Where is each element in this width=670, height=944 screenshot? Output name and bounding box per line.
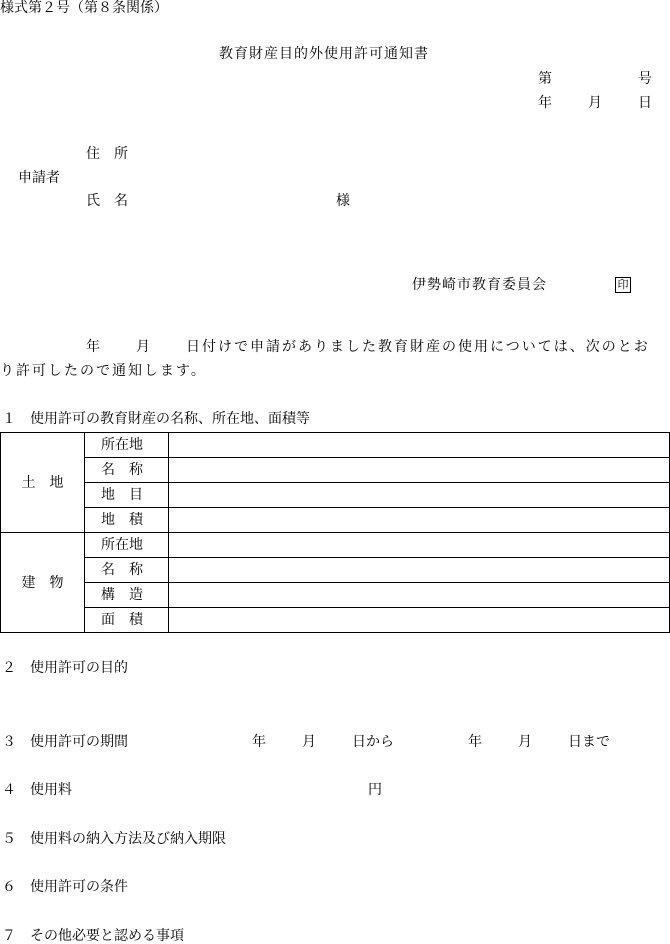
land-field-location: 所在地	[85, 433, 169, 458]
building-name-value	[169, 558, 670, 583]
date-month: 月	[588, 95, 602, 111]
building-group-label: 建 物	[1, 533, 85, 633]
table-row	[1, 558, 670, 583]
section1-title: １ 使用許可の教育財産の名称、所在地、面積等	[2, 411, 310, 427]
building-location-value	[169, 533, 670, 558]
section5-title: ５ 使用料の納入方法及び納入期限	[2, 831, 226, 847]
property-table	[0, 432, 670, 633]
building-field-structure: 構 造	[85, 583, 169, 608]
period-end-to: 日まで	[568, 734, 610, 750]
table-row	[1, 433, 670, 458]
issuer-name: 伊勢崎市教育委員会	[412, 277, 547, 293]
doc-number-prefix: 第	[538, 71, 552, 87]
section7-title: ７ その他必要と認める事項	[2, 928, 184, 944]
applicant-label: 申請者	[18, 170, 60, 186]
body-line2: り許可したので通知します。	[0, 363, 207, 379]
fee-unit: 円	[368, 782, 382, 798]
building-field-name: 名 称	[85, 558, 169, 583]
doc-number-suffix: 号	[638, 71, 652, 87]
body-year: 年	[86, 339, 100, 355]
building-field-location: 所在地	[85, 533, 169, 558]
table-row	[1, 533, 670, 558]
table-row	[1, 508, 670, 533]
land-location-value	[169, 433, 670, 458]
table-row	[1, 583, 670, 608]
period-end-year: 年	[468, 734, 482, 750]
body-line1: 日付けで申請がありました教育財産の使用については、次のとお	[186, 339, 650, 355]
body-month: 月	[136, 339, 150, 355]
land-name-value	[169, 458, 670, 483]
section2-title: ２ 使用許可の目的	[2, 660, 128, 676]
seal-mark: 印	[615, 277, 631, 293]
period-start-year: 年	[252, 734, 266, 750]
table-row	[1, 458, 670, 483]
document-title: 教育財産目的外使用許可通知書	[219, 46, 429, 62]
table-row	[1, 608, 670, 633]
land-area-value	[169, 508, 670, 533]
date-day: 日	[638, 95, 652, 111]
land-field-name: 名 称	[85, 458, 169, 483]
building-field-area: 面 積	[85, 608, 169, 633]
section4-title: ４ 使用料	[2, 782, 72, 798]
building-area-value	[169, 608, 670, 633]
honorific: 様	[336, 193, 350, 209]
building-structure-value	[169, 583, 670, 608]
section3-title: ３ 使用許可の期間	[2, 734, 128, 750]
land-field-category: 地 目	[85, 483, 169, 508]
period-end-month: 月	[518, 734, 532, 750]
name-label: 氏 名	[86, 193, 128, 209]
land-group-label: 土 地	[1, 433, 85, 533]
table-row	[1, 483, 670, 508]
date-year: 年	[538, 95, 552, 111]
period-start-month: 月	[302, 734, 316, 750]
section6-title: ６ 使用許可の条件	[2, 879, 128, 895]
land-category-value	[169, 483, 670, 508]
address-label: 住 所	[86, 146, 128, 162]
period-start-from: 日から	[352, 734, 394, 750]
land-field-area: 地 積	[85, 508, 169, 533]
form-number: 様式第２号（第８条関係）	[0, 0, 168, 16]
